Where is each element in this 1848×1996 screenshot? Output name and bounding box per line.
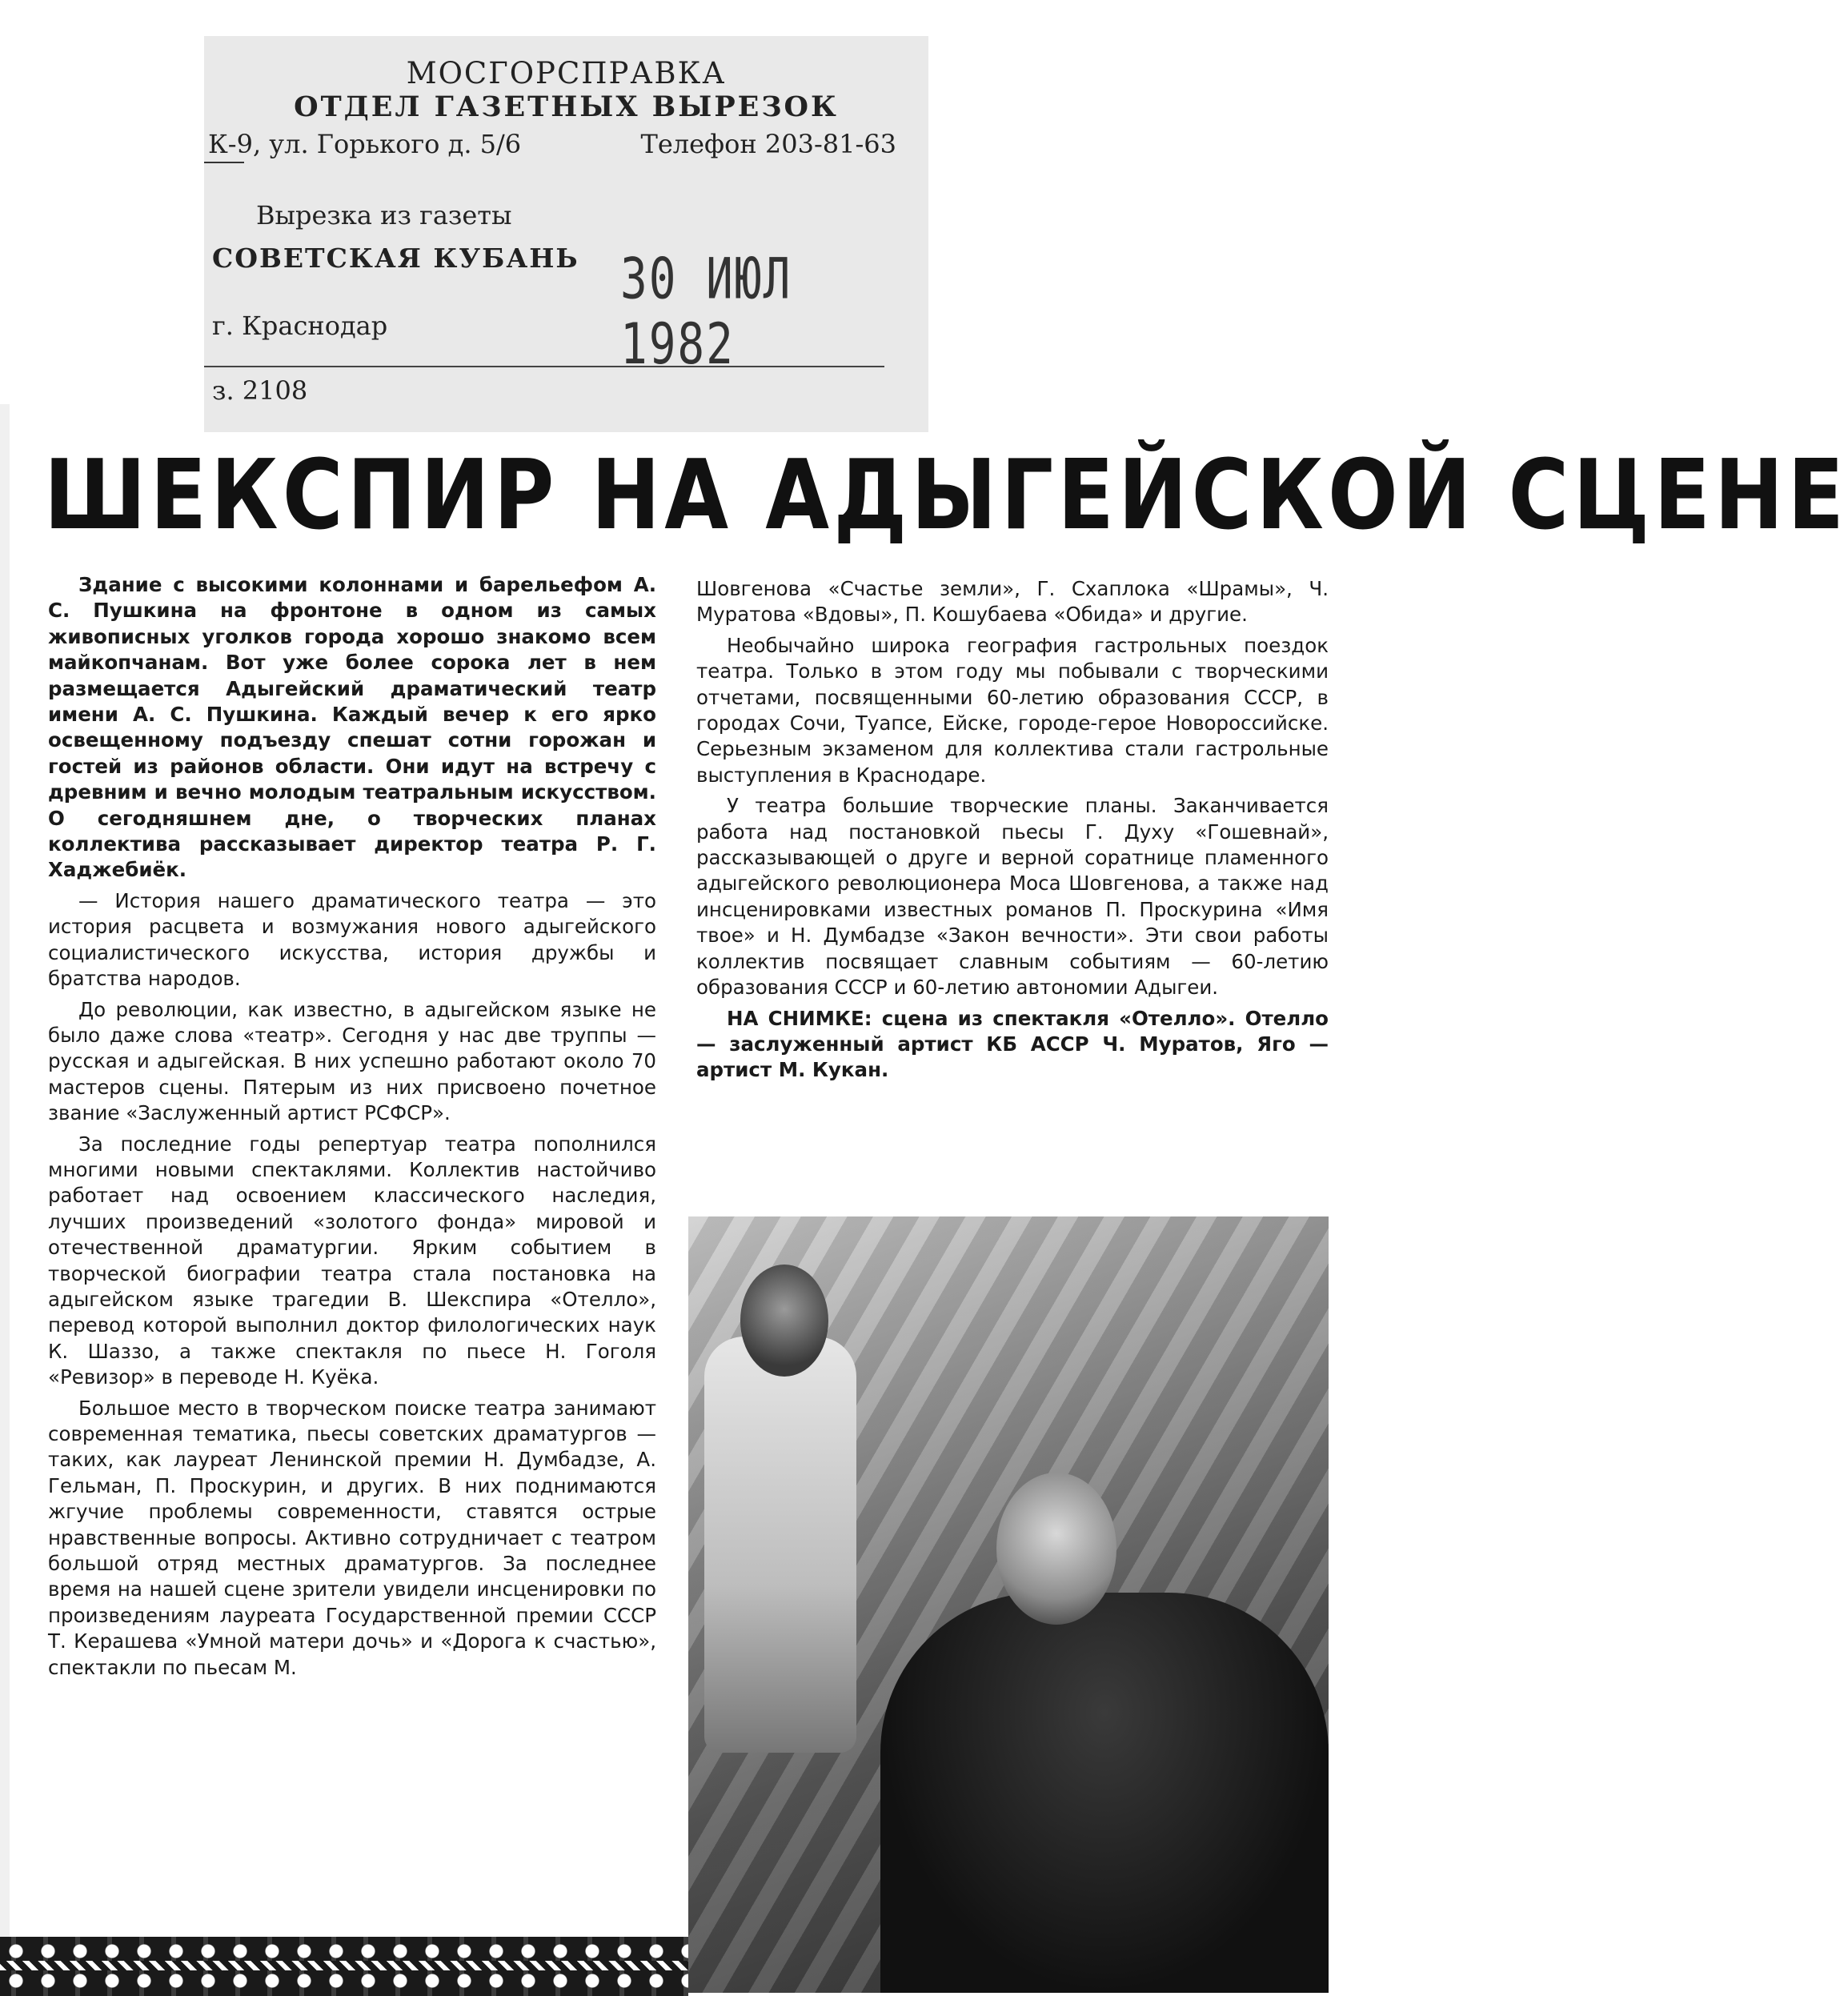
photo-caption: НА СНИМКЕ: сцена из спектакля «Отелло». Отелло — заслуженный артист КБ АССР Ч. Муратов, Яго — артист М. Кукан. xyxy=(696,1006,1329,1082)
newspaper-city: г. Краснодар xyxy=(212,311,388,341)
article-headline: ШЕКСПИР НА АДЫГЕЙСКОЙ СЦЕНЕ xyxy=(44,440,1848,551)
body-paragraph: Шовгенова «Счастье земли», Г. Схаплока «Шрамы», Ч. Муратова «Вдовы», П. Кошубаева «Обида» и другие. xyxy=(696,577,1329,627)
body-paragraph: — История нашего драматического театра — это история расцвета и возмужания нового адыгейского социалистического искусства, история дружбы и братства народов. xyxy=(48,888,656,991)
cut-label: Вырезка из газеты xyxy=(256,200,512,230)
body-paragraph: До революции, как известно, в адыгейском языке не было даже слова «театр». Сегодня у нас две труппы — русская и адыгейская. В них успешно работают около 70 мастеров сцены. Пятерым из них присвоено почетное звание «Заслуженный артист РСФСР». xyxy=(48,997,656,1125)
lead-paragraph: Здание с высокими колоннами и барельефом А. С. Пушкина на фронтоне в одном из самых живописных уголков города хорошо знакомо всем майкопчанам. Вот уже более сорока лет в нем размещается Адыгейский драматический театр имени А. С. Пушкина. Каждый вечер к его ярко освещенному подъезду спешат сотни горожан и гостей из районов области. Они идут на встречу с древним и вечно молодым театральным искусством. О сегодняшнем дне, о творческих планах коллектива рассказывает директор театра Р. Г. Хаджебиёк. xyxy=(48,573,656,882)
photo-figure-othello-head xyxy=(996,1473,1116,1625)
clipping-service-stamp xyxy=(204,36,928,432)
article-column-left xyxy=(48,572,656,1681)
body-paragraph: За последние годы репертуар театра пополнился многими новыми спектаклями. Коллектив настойчиво работает над освоением классического наследия, лучших произведений «золотого фонда» мировой и отечественной драматургии. Ярким событием в творческой биографии театра стала постановка на адыгейском языке трагедии В. Шекспира «Отелло», перевод которой выполнил доктор филологических наук К. Шаззо, а также спектакля по пьесе Н. Гоголя «Ревизор» в переводе Н. Куёка. xyxy=(48,1132,656,1389)
body-paragraph: Необычайно широка география гастрольных поездок театра. Только в этом году мы побывали с творческими отчетами, посвященными 60-летию образования СССР, в городах Сочи, Туапсе, Ейске, городе-герое Новороссийске. Серьезным экзаменом для коллектива стали гастрольные выступления в Краснодаре. xyxy=(696,633,1329,787)
order-number: з. 2108 xyxy=(212,375,308,406)
theatre-scene-photo xyxy=(688,1216,1329,1993)
body-paragraph: Большое место в творческом поиске театра занимают современная тематика, пьесы советских драматургов — таких, как лауреат Ленинской премии Н. Думбадзе, А. Гельман, П. Проскурин, и других. В них поднимаются жгучие проблемы современности, ставятся острые нравственные вопросы. Активно сотрудничает с театром большой отряд местных драматургов. За последнее время на нашей сцене зрители увидели инсценировки по произведениям лауреата Государственной премии СССР Т. Керашева «Умной матери дочь» и «Дорога к счастью», спектакли по пьесам М. xyxy=(48,1396,656,1679)
body-paragraph: У театра большие творческие планы. Заканчивается работа над постановкой пьесы Г. Духу «Гошевнай», рассказывающей о друге и верной соратнице пламенного адыгейского революционера Моса Шовгенова, а также над инсценировками известных романов П. Проскурина «Имя твое» и Н. Думбадзе «Закон вечности». Эти свои работы коллектив посвящает славным событиям — 60-летию образования СССР и 60-летию автономии Адыгеи. xyxy=(696,794,1329,1000)
photo-figure-iago-head xyxy=(740,1265,828,1377)
agency-phone: Телефон 203-81-63 xyxy=(640,129,896,159)
department-name: ОТДЕЛ ГАЗЕТНЫХ ВЫРЕЗОК xyxy=(294,90,839,123)
photo-figure-othello-body xyxy=(880,1593,1329,1993)
photo-figure-iago-body xyxy=(704,1337,856,1753)
article-column-right xyxy=(696,576,1329,1084)
agency-address: К-9, ул. Горького д. 5/6 xyxy=(208,129,522,159)
newspaper-name: СОВЕТСКАЯ КУБАНЬ xyxy=(212,242,579,274)
address-underline xyxy=(204,162,244,163)
date-stamp: 30 ИЮЛ 1982 xyxy=(620,246,792,378)
agency-name: МОСГОРСПРАВКА xyxy=(406,56,727,90)
decorative-ornament-border xyxy=(0,1937,688,1996)
stamp-divider xyxy=(204,366,884,367)
clipping-edge xyxy=(0,404,10,1937)
